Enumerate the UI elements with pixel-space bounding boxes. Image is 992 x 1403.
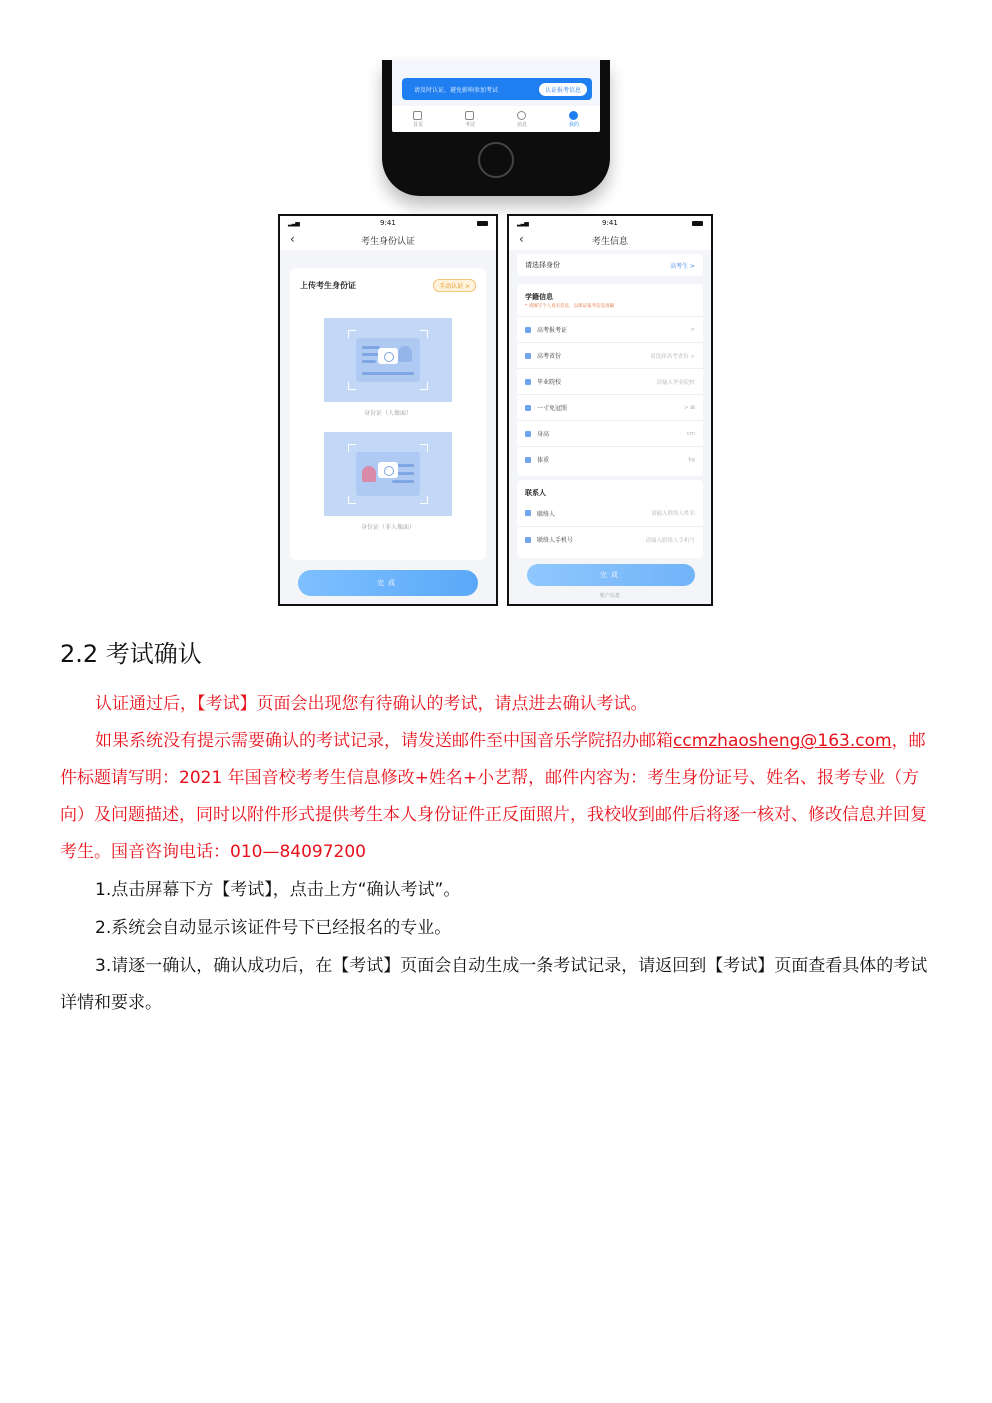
auth-banner-text: 请及时认证，避免影响参加考试 bbox=[414, 86, 499, 94]
id-front-label: 身份证（人像面） bbox=[363, 410, 412, 417]
section-title: 联系人 bbox=[525, 489, 546, 497]
form-row-height[interactable] bbox=[517, 420, 703, 446]
student-info-section bbox=[517, 284, 703, 476]
section-note: * 请填写个人真实信息，以保证报考信息准确 bbox=[525, 304, 615, 309]
exam-icon bbox=[465, 111, 474, 120]
status-bar bbox=[280, 216, 496, 230]
form-label: 一寸免冠照 bbox=[537, 405, 568, 412]
card-icon bbox=[525, 327, 531, 333]
form-value: 请输入联络人手机号 bbox=[645, 537, 695, 544]
id-back-label: 身份证（非人像面） bbox=[360, 524, 415, 531]
paragraph-2-suffix: ，邮件标题请写明：2021 年国音校考考生信息修改+姓名+小艺帮，邮件内容为：考生身份证号、姓名、报考专业（方向）及问题描述，同时以附件形式提供考生本人身份证件正反面照片，我校收到邮件后将逐一核对、修改信息并回复考生。国音咨询电话：010—84097200 bbox=[60, 731, 927, 862]
form-label: 联络人手机号 bbox=[537, 537, 574, 544]
auth-banner-button[interactable]: 认证报考信息 bbox=[539, 83, 587, 96]
identity-value: 高考生 > bbox=[670, 262, 695, 270]
done-button[interactable]: 完成 bbox=[527, 564, 695, 586]
user-icon bbox=[569, 111, 578, 120]
tab-home[interactable] bbox=[413, 111, 423, 128]
tab-label: 消息 bbox=[516, 121, 527, 128]
manual-auth-button[interactable]: 手动认证 > bbox=[433, 279, 476, 292]
battery-icon bbox=[477, 221, 488, 226]
paragraph-4: 2.系统会自动显示该证件号下已经报名的专业。 bbox=[95, 918, 452, 938]
nav-bar bbox=[509, 230, 711, 250]
id-front-upload[interactable] bbox=[324, 318, 452, 402]
footer-link[interactable]: 账户信息 bbox=[599, 593, 620, 599]
form-label: 体重 bbox=[537, 457, 550, 464]
auth-banner bbox=[402, 78, 592, 100]
battery-icon bbox=[692, 221, 703, 226]
section-title: 学籍信息 bbox=[525, 293, 553, 301]
contact-section bbox=[517, 480, 703, 558]
tab-mine[interactable] bbox=[569, 111, 579, 128]
location-icon bbox=[525, 353, 531, 359]
form-row-school[interactable] bbox=[517, 368, 703, 394]
weight-icon bbox=[525, 457, 531, 463]
done-button[interactable]: 完成 bbox=[298, 570, 478, 596]
back-icon[interactable]: ‹ bbox=[290, 232, 295, 246]
form-row-photo[interactable] bbox=[517, 394, 703, 420]
emblem-icon bbox=[362, 466, 376, 482]
form-value: cm bbox=[686, 430, 695, 437]
person-icon bbox=[525, 510, 531, 516]
phone-screen bbox=[392, 60, 600, 132]
home-button[interactable] bbox=[478, 142, 514, 178]
form-row-weight[interactable] bbox=[517, 446, 703, 472]
tab-label: 考试 bbox=[464, 121, 475, 128]
portrait-icon bbox=[398, 346, 412, 362]
identity-label: 请选择身份 bbox=[525, 261, 560, 269]
form-value: 请选择高考省份 > bbox=[650, 353, 695, 360]
form-row-contact-phone[interactable] bbox=[517, 526, 703, 552]
paragraph-5: 3.请逐一确认，确认成功后，在【考试】页面会自动生成一条考试记录，请返回到【考试】页面查看具体的考试详情和要求。 bbox=[60, 956, 928, 1013]
tab-exam[interactable] bbox=[465, 111, 475, 128]
home-icon bbox=[413, 111, 422, 120]
form-value: kg bbox=[688, 456, 695, 463]
status-bar bbox=[509, 216, 711, 230]
form-label: 高考报考证 bbox=[537, 327, 568, 334]
nav-bar bbox=[280, 230, 496, 250]
camera-icon bbox=[378, 348, 398, 364]
signal-icon: ▂▃▅ bbox=[517, 219, 528, 227]
section-heading: 2.2 考试确认 bbox=[60, 640, 202, 668]
form-value: 请输入毕业院校 bbox=[656, 379, 695, 386]
form-value: > ⊠ bbox=[684, 404, 695, 411]
upload-card bbox=[290, 268, 486, 560]
height-icon bbox=[525, 431, 531, 437]
form-value: > bbox=[690, 326, 695, 333]
form-row-exam-card[interactable] bbox=[517, 316, 703, 342]
paragraph-2 bbox=[60, 723, 934, 871]
status-time: 9:41 bbox=[602, 219, 618, 227]
id-back-upload[interactable] bbox=[324, 432, 452, 516]
paragraph-2-prefix: 如果系统没有提示需要确认的考试记录，请发送邮件至中国音乐学院招办邮箱 bbox=[95, 731, 673, 751]
form-row-province[interactable] bbox=[517, 342, 703, 368]
form-label: 高考省份 bbox=[537, 353, 562, 360]
form-label: 毕业院校 bbox=[537, 379, 562, 386]
form-label: 身高 bbox=[537, 431, 550, 438]
tab-label: 首页 bbox=[412, 121, 423, 128]
page-title: 考生信息 bbox=[591, 236, 628, 247]
form-value: 请输入联络人姓名 bbox=[650, 511, 695, 517]
photo-icon bbox=[525, 405, 531, 411]
camera-icon bbox=[378, 462, 398, 478]
tab-message[interactable] bbox=[517, 111, 527, 128]
back-icon[interactable]: ‹ bbox=[519, 232, 524, 246]
id-verification-screen bbox=[278, 214, 498, 606]
phone-icon bbox=[525, 537, 531, 543]
status-time: 9:41 bbox=[380, 219, 396, 227]
paragraph-1: 认证通过后，【考试】页面会出现您有待确认的考试，请点进去确认考试。 bbox=[95, 694, 648, 714]
page-title: 考生身份认证 bbox=[360, 236, 415, 247]
phone-mockup bbox=[382, 60, 610, 196]
school-icon bbox=[525, 379, 531, 385]
identity-selector[interactable] bbox=[517, 254, 703, 276]
email-link[interactable]: ccmzhaosheng@163.com bbox=[673, 731, 892, 751]
tab-label: 我的 bbox=[568, 121, 579, 128]
tab-bar bbox=[392, 106, 600, 132]
upload-title: 上传考生身份证 bbox=[300, 281, 356, 290]
form-label: 联络人 bbox=[537, 510, 556, 518]
candidate-info-screen bbox=[507, 214, 713, 606]
paragraph-3: 1.点击屏幕下方【考试】，点击上方“确认考试”。 bbox=[95, 880, 461, 900]
message-icon bbox=[517, 111, 526, 120]
signal-icon: ▂▃▅ bbox=[288, 219, 299, 227]
form-row-contact[interactable] bbox=[517, 500, 703, 526]
